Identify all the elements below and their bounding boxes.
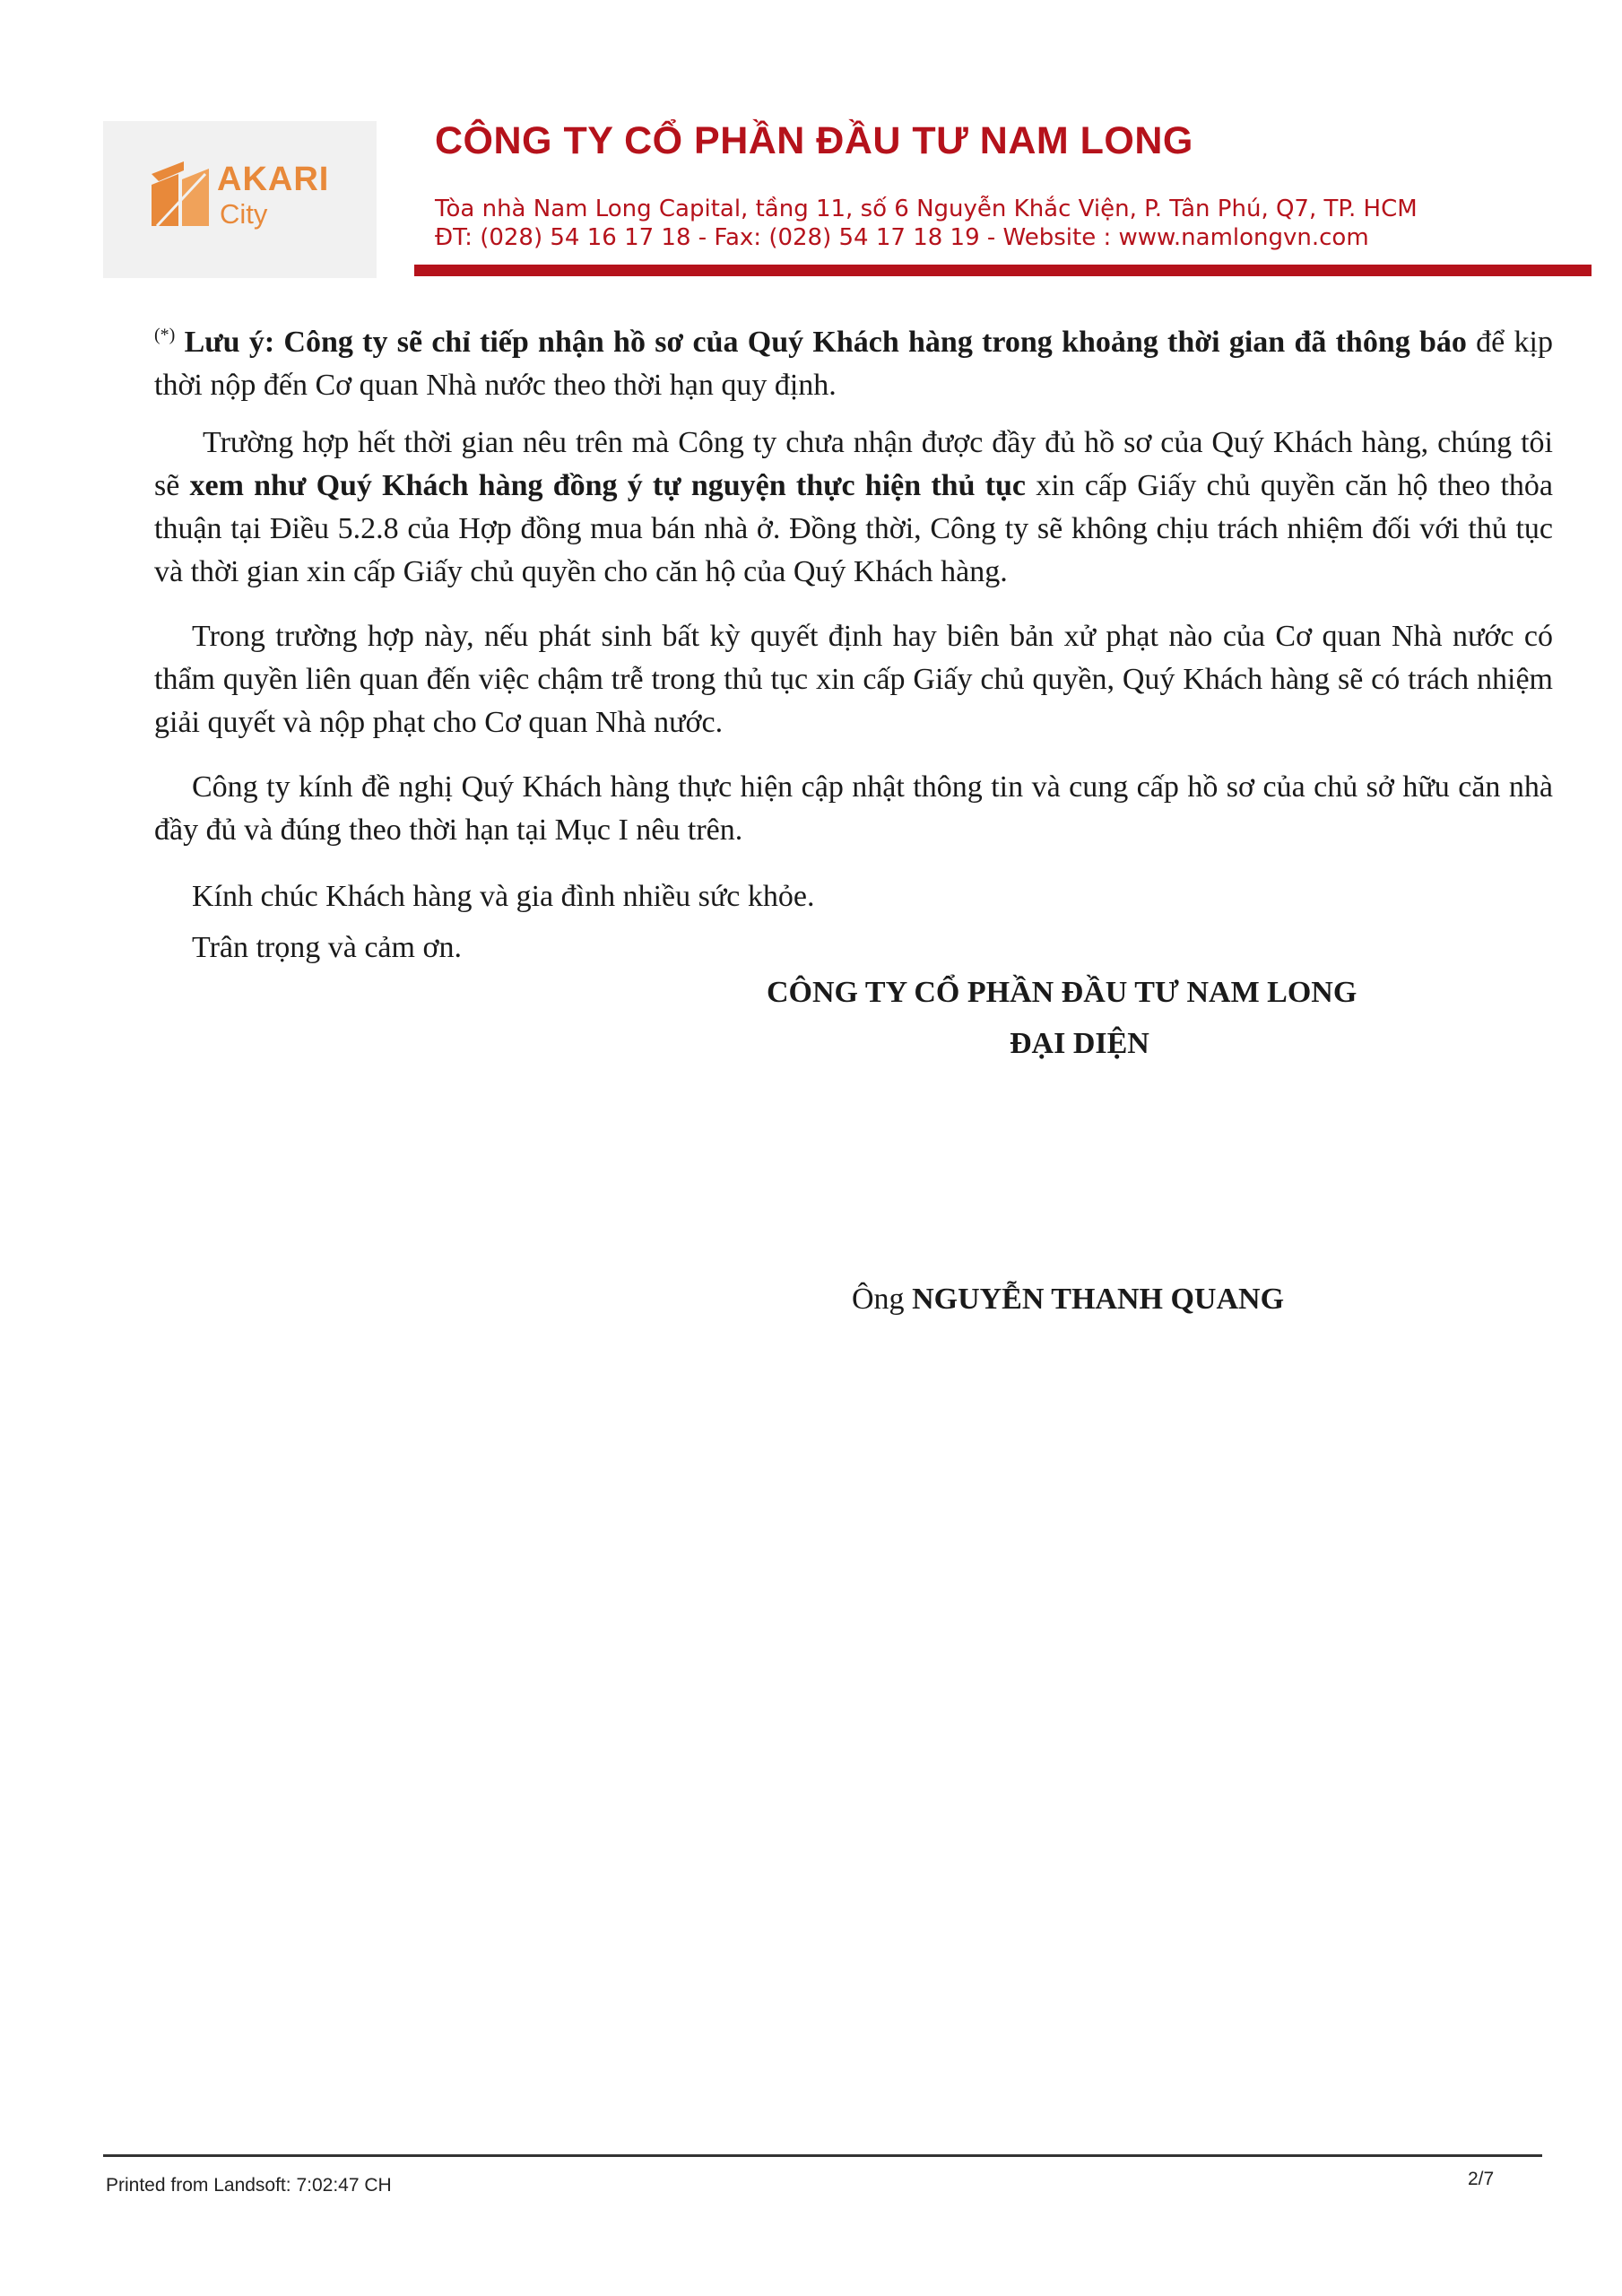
paragraph-1 — [154, 422, 1553, 594]
page-number: 2/7 — [1468, 2169, 1495, 2189]
footer-divider — [103, 2154, 1542, 2157]
paragraph-1-text-a: Trường hợp hết thời gian nêu trên mà Công ty chưa nhận được đầy đủ hồ sơ của Quý Khách hàng, chúng tôi sẽ — [154, 426, 1553, 502]
logo-akari-text: AKARI — [217, 161, 330, 198]
note-paragraph — [154, 321, 1553, 407]
company-address: Tòa nhà Nam Long Capital, tầng 11, số 6 Nguyễn Khắc Viện, P. Tân Phú, Q7, TP. HCM — [435, 196, 1418, 222]
letterhead — [0, 0, 1622, 287]
signatory-title: Ông — [852, 1283, 913, 1316]
signature-role: ĐẠI DIỆN — [1010, 1027, 1149, 1060]
akari-city-logo — [103, 121, 377, 278]
akari-logo-icon — [152, 161, 209, 226]
note-text: để kịp thời nộp đến Cơ quan Nhà nước theo thời hạn quy định. — [154, 326, 1553, 402]
paragraph-2: Trong trường hợp này, nếu phát sinh bất kỳ quyết định hay biên bản xử phạt nào của Cơ quan Nhà nước có thẩm quyền liên quan đến việc chậm trễ trong thủ tục xin cấp Giấy chủ quyền, Quý Khách hàng sẽ có trách nhiệm giải quyết và nộp phạt cho Cơ quan Nhà nước. — [154, 620, 1553, 739]
paragraph-3: Công ty kính đề nghị Quý Khách hàng thực hiện cập nhật thông tin và cung cấp hồ sơ của chủ sở hữu căn nhà đầy đủ và đúng theo thời hạn tại Mục I nêu trên. — [154, 770, 1553, 847]
company-contact: ĐT: (028) 54 16 17 18 - Fax: (028) 54 17 18 19 - Website : www.namlongvn.com — [435, 224, 1369, 251]
signatory-name: NGUYỄN THANH QUANG — [912, 1283, 1285, 1316]
closing-thanks: Trân trọng và cảm ơn. — [192, 931, 462, 964]
closing-wishes: Kính chúc Khách hàng và gia đình nhiều sức khỏe. — [192, 880, 815, 913]
company-name: CÔNG TY CỔ PHẦN ĐẦU TƯ NAM LONG — [435, 119, 1193, 162]
paragraph-1-text-b: xin cấp Giấy chủ quyền căn hộ theo thỏa thuận tại Điều 5.2.8 của Hợp đồng mua bán nhà ở. Đồng thời, Công ty sẽ không chịu trách nhiệm đối với thủ tục và thời gian xin cấp Giấy chủ quyền cho căn hộ của Quý Khách hàng. — [154, 469, 1554, 588]
note-bold-text: Lưu ý: Công ty sẽ chỉ tiếp nhận hồ sơ của Quý Khách hàng trong khoảng thời gian đã thông báo — [175, 326, 1467, 359]
signatory — [852, 1283, 1284, 1317]
note-marker: (*) — [154, 325, 176, 345]
header-divider — [414, 265, 1592, 276]
logo-city-text: City — [220, 198, 268, 230]
paragraph-1-bold: xem như Quý Khách hàng đồng ý tự nguyện thực hiện thủ tục — [189, 469, 1027, 502]
signature-company: CÔNG TY CỔ PHẦN ĐẦU TƯ NAM LONG — [767, 976, 1357, 1009]
print-stamp: Printed from Landsoft: 7:02:47 CH — [106, 2175, 392, 2196]
